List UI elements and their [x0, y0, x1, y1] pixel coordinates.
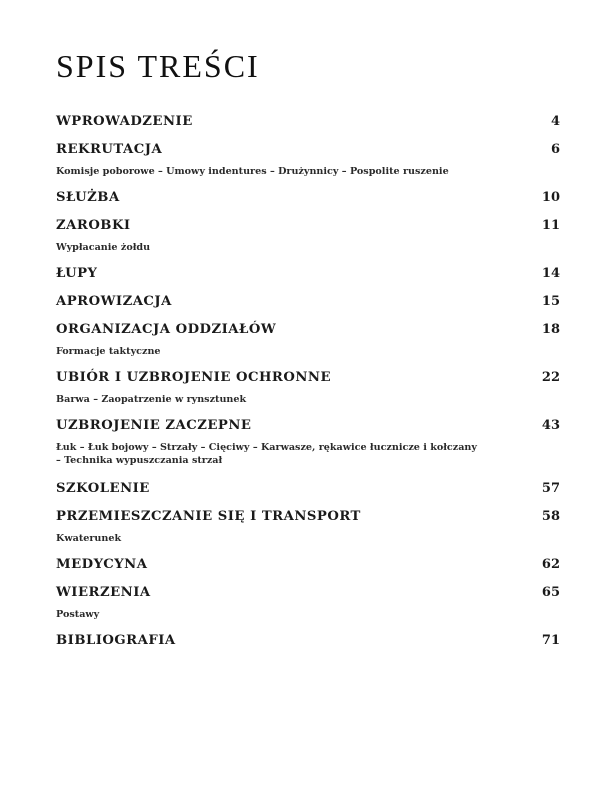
toc-heading: SZKOLENIE	[56, 481, 150, 496]
toc-page-number: 11	[541, 218, 560, 233]
toc-entry-uzbrojenie-zaczepne[interactable]	[56, 418, 560, 467]
toc-subentries	[56, 345, 560, 358]
toc-page-number: 57	[541, 481, 560, 496]
toc-heading: BIBLIOGRAFIA	[56, 633, 176, 648]
toc-entry-bibliografia[interactable]	[56, 633, 560, 648]
toc-entry-rekrutacja[interactable]	[56, 142, 560, 178]
toc-heading: WPROWADZENIE	[56, 114, 193, 129]
toc-heading: REKRUTACJA	[56, 142, 163, 157]
toc-entry-ubior[interactable]	[56, 370, 560, 406]
toc-heading: APROWIZACJA	[56, 294, 172, 309]
toc-heading: ORGANIZACJA ODDZIAŁÓW	[56, 322, 277, 337]
toc-page-number: 15	[541, 294, 560, 309]
toc-heading: ŁUPY	[56, 266, 98, 281]
toc-entry-medycyna[interactable]	[56, 557, 560, 572]
toc-page-number: 71	[541, 633, 560, 648]
toc-heading: PRZEMIESZCZANIE SIĘ I TRANSPORT	[56, 509, 361, 524]
toc-heading: WIERZENIA	[56, 585, 151, 600]
toc-subentry: Wypłacanie żołdu	[56, 242, 151, 253]
table-of-contents	[56, 114, 560, 648]
toc-entry-organizacja-oddzialow[interactable]	[56, 322, 560, 358]
toc-page-number: 58	[541, 509, 560, 524]
toc-heading: ZAROBKI	[56, 218, 131, 233]
toc-subentry: Barwa – Zaopatrzenie w rynsztunek	[56, 394, 247, 405]
toc-heading: UZBROJENIE ZACZEPNE	[56, 418, 252, 433]
toc-entry-szkolenie[interactable]	[56, 481, 560, 496]
toc-subentries	[56, 532, 560, 545]
toc-entry-wprowadzenie[interactable]	[56, 114, 560, 129]
toc-entry-sluzba[interactable]	[56, 190, 560, 205]
toc-entry-lupy[interactable]	[56, 266, 560, 281]
toc-page-number: 43	[541, 418, 560, 433]
toc-subentry: – Technika wypuszczania strzał	[56, 455, 223, 466]
toc-heading: UBIÓR I UZBROJENIE OCHRONNE	[56, 370, 332, 385]
toc-subentries	[56, 608, 560, 621]
toc-subentry: Kwaterunek	[56, 533, 122, 544]
toc-subentries	[56, 393, 560, 406]
toc-page-number: 18	[541, 322, 560, 337]
toc-page-number: 4	[550, 114, 560, 129]
toc-page-number: 6	[550, 142, 560, 157]
toc-subentry: Postawy	[56, 609, 100, 620]
toc-subentries	[56, 165, 560, 178]
toc-subentry: Formacje taktyczne	[56, 346, 161, 357]
toc-subentries	[56, 241, 560, 254]
toc-subentry: Komisje poborowe – Umowy indentures – Drużynnicy – Pospolite ruszenie	[56, 166, 449, 177]
toc-page-number: 65	[541, 585, 560, 600]
toc-page-number: 10	[541, 190, 560, 205]
toc-subentries	[56, 441, 560, 467]
toc-heading: SŁUŻBA	[56, 190, 120, 205]
toc-entry-przemieszczanie[interactable]	[56, 509, 560, 545]
toc-page-number: 22	[541, 370, 560, 385]
page-title: SPIS TREŚCI	[56, 48, 260, 84]
toc-heading: MEDYCYNA	[56, 557, 148, 572]
toc-subentry: Łuk – Łuk bojowy – Strzały – Cięciwy – Karwasze, rękawice łucznicze i kołczany	[56, 442, 477, 453]
toc-page-number: 62	[541, 557, 560, 572]
toc-entry-aprowizacja[interactable]	[56, 294, 560, 309]
toc-entry-wierzenia[interactable]	[56, 585, 560, 621]
toc-entry-zarobki[interactable]	[56, 218, 560, 254]
toc-page-number: 14	[541, 266, 560, 281]
